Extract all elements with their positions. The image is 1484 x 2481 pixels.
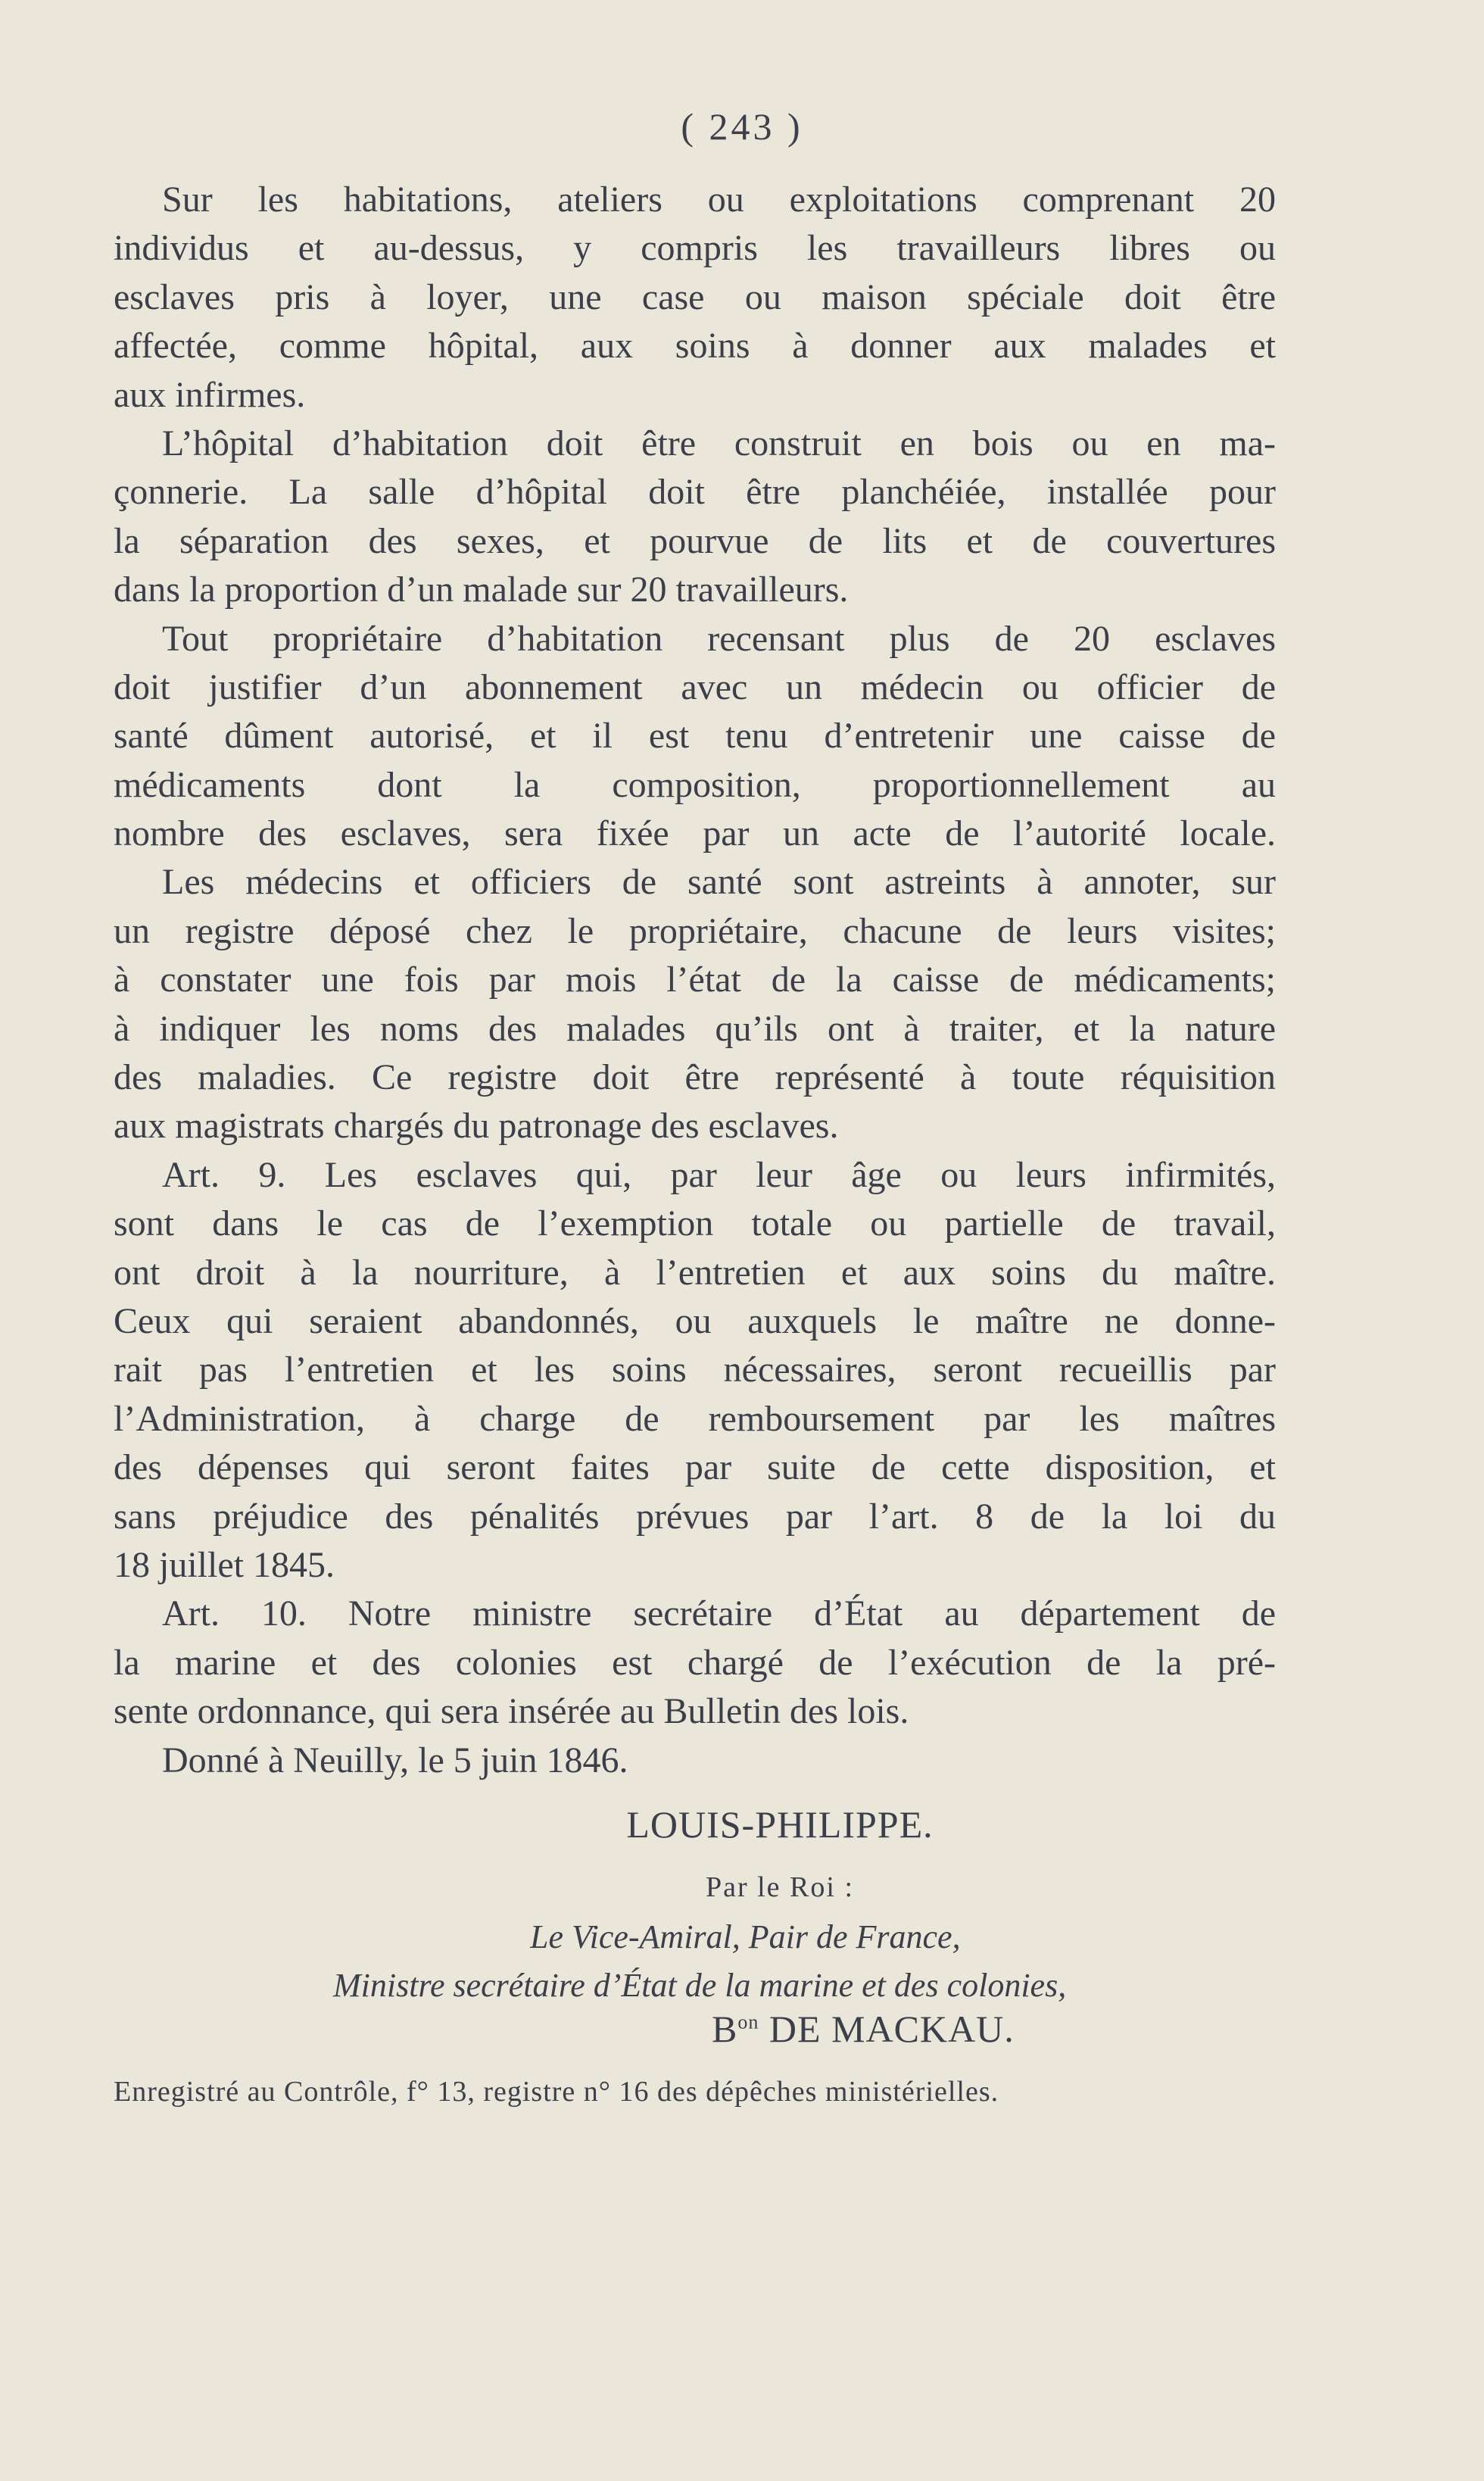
text-line: çonnerie. La salle d’hôpital doit être planchéiée, installée pour <box>114 472 1276 513</box>
text-line: aux magistrats chargés du patronage des esclaves. <box>114 1106 839 1147</box>
text-line: médicaments dont la composition, proportionnellement au <box>114 764 1276 805</box>
text-line: Sur les habitations, ateliers ou exploitations comprenant 20 <box>162 179 1276 220</box>
text-line: l’Administration, à charge de remboursement par les maîtres <box>114 1398 1276 1439</box>
minister-name: DE MACKAU. <box>759 2008 1015 2050</box>
minister-title: Ministre secrétaire d’État de la marine et des colonies, <box>333 1967 1067 2004</box>
text-line: Tout propriétaire d’habitation recensant plus de 20 esclaves <box>162 618 1276 659</box>
par-le-roi-label: Par le Roi : <box>705 1871 855 1903</box>
text-line: Ceux qui seraient abandonnés, ou auxquels le maître ne donne- <box>114 1300 1276 1341</box>
text-line: sans préjudice des pénalités prévues par l’art. 8 de la loi du <box>114 1496 1276 1537</box>
text-line: ont droit à la nourriture, à l’entretien et aux soins du maître. <box>114 1252 1276 1293</box>
text-line: à indiquer les noms des malades qu’ils ont à traiter, et la nature <box>114 1008 1276 1049</box>
text-line: sente ordonnance, qui sera insérée au Bulletin des lois. <box>114 1691 909 1732</box>
text-line: L’hôpital d’habitation doit être construit en bois ou en ma- <box>162 423 1276 463</box>
text-line: santé dûment autorisé, et il est tenu d’entretenir une caisse de <box>114 716 1276 757</box>
text-line: dans la proportion d’un malade sur 20 travailleurs. <box>114 570 849 610</box>
text-line: 18 juillet 1845. <box>114 1544 335 1585</box>
text-line: doit justifier d’un abonnement avec un médecin ou officier de <box>114 666 1276 707</box>
page-number: ( 243 ) <box>681 105 803 148</box>
text-line-article-9: Art. 9. Les esclaves qui, par leur âge ou leurs infirmités, <box>162 1154 1276 1195</box>
text-line: à constater une fois par mois l’état de la caisse de médicaments; <box>114 960 1276 1000</box>
text-line-date: Donné à Neuilly, le 5 juin 1846. <box>162 1740 628 1780</box>
minister-prefix: B <box>712 2008 738 2050</box>
registration-note: Enregistré au Contrôle, f° 13, registre n° 16 des dépêches ministérielles. <box>114 2076 999 2108</box>
text-line: la marine et des colonies est chargé de l’exécution de la pré- <box>114 1642 1276 1683</box>
minister-prefix-sup: on <box>737 2011 759 2033</box>
vice-amiral-title: Le Vice-Amiral, Pair de France, <box>530 1918 961 1955</box>
text-line: individus et au-dessus, y compris les travailleurs libres ou <box>114 228 1276 269</box>
king-signature: LOUIS-PHILIPPE. <box>626 1803 934 1846</box>
text-line: un registre déposé chez le propriétaire, chacune de leurs visites; <box>114 910 1276 951</box>
text-line: sont dans le cas de l’exemption totale ou partielle de travail, <box>114 1203 1276 1244</box>
text-line: aux infirmes. <box>114 374 306 415</box>
text-line: des maladies. Ce registre doit être représenté à toute réquisition <box>114 1057 1276 1098</box>
text-line: nombre des esclaves, sera fixée par un acte de l’autorité locale. <box>114 813 1276 854</box>
text-line: la séparation des sexes, et pourvue de lits et de couvertures <box>114 520 1276 561</box>
ordinance-body-text <box>114 176 1276 1785</box>
text-line: rait pas l’entretien et les soins nécessaires, seront recueillis par <box>114 1350 1276 1390</box>
text-line: affectée, comme hôpital, aux soins à donner aux malades et <box>114 326 1276 367</box>
text-line: des dépenses qui seront faites par suite de cette disposition, et <box>114 1447 1276 1488</box>
text-line: esclaves pris à loyer, une case ou maison spéciale doit être <box>114 276 1276 317</box>
minister-signature <box>712 2007 1015 2051</box>
text-line-article-10: Art. 10. Notre ministre secrétaire d’État au département de <box>162 1593 1276 1634</box>
text-line: Les médecins et officiers de santé sont astreints à annoter, sur <box>162 862 1276 903</box>
